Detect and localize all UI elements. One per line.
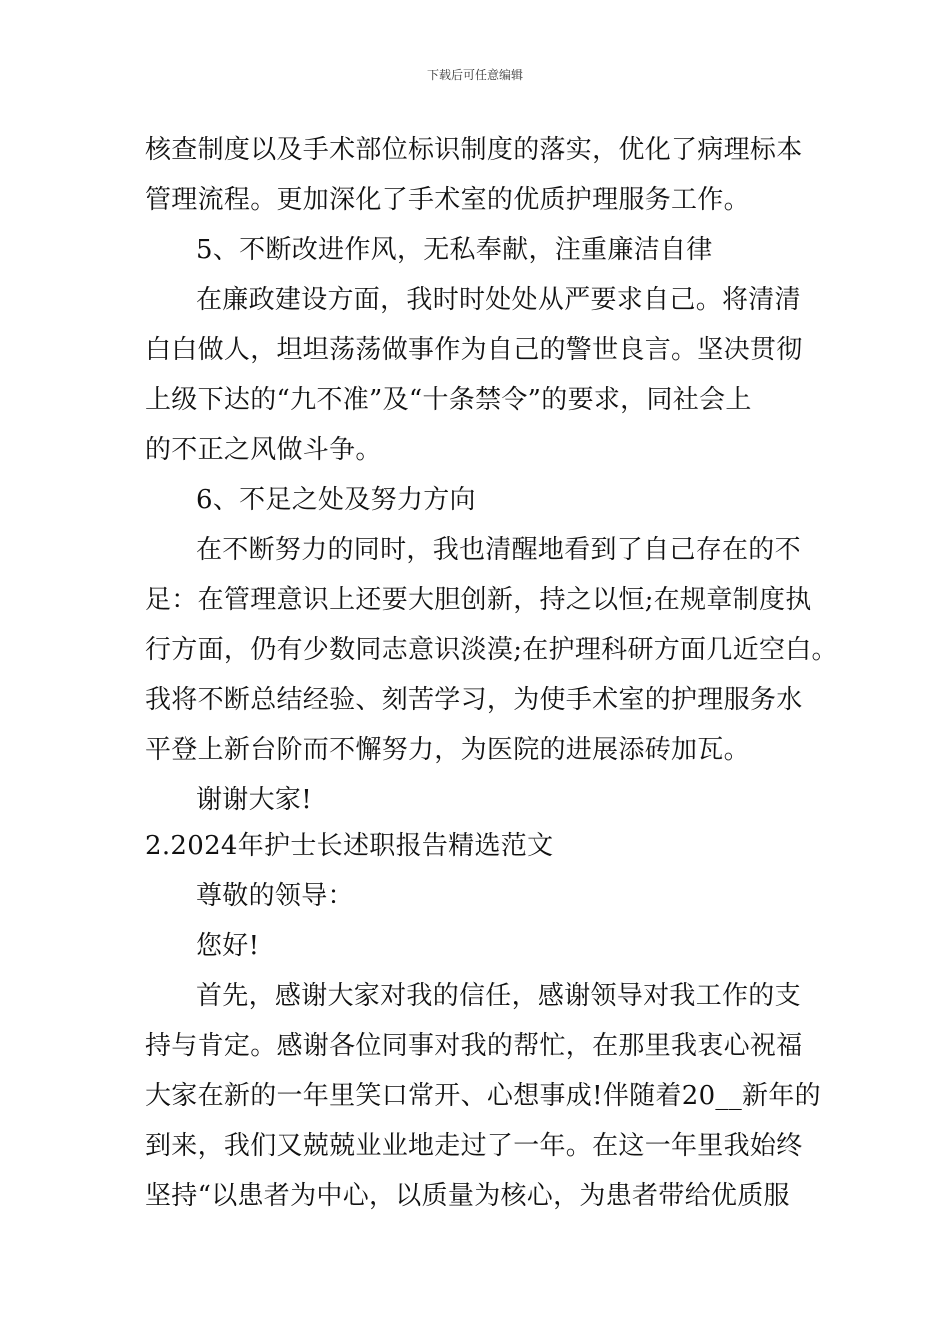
paragraph-line: 管理流程。更加深化了手术室的优质护理服务工作。 — [145, 185, 750, 215]
paragraph-line: 白白做人，坦坦荡荡做事作为自己的警世良言。坚决贯彻 — [145, 335, 803, 365]
paragraph-line: 平登上新台阶而不懈努力，为医院的进展添砖加瓦。 — [145, 735, 750, 765]
paragraph-line: 在廉政建设方面，我时时处处从严要求自己。将清清 — [196, 285, 801, 315]
paragraph-line: 足：在管理意识上还要大胆创新，持之以恒;在规章制度执 — [145, 585, 812, 615]
salutation: 尊敬的领导： — [196, 881, 354, 911]
paragraph-line: 行方面，仍有少数同志意识淡漠;在护理科研方面几近空白。 — [145, 635, 838, 665]
closing-line: 谢谢大家! — [196, 785, 312, 815]
paragraph-line: 到来，我们又兢兢业业地走过了一年。在这一年里我始终 — [145, 1131, 803, 1161]
article-title: 2.2024年护士长述职报告精选范文 — [145, 831, 554, 861]
greeting: 您好! — [196, 931, 260, 961]
paragraph-line: 坚持“以患者为中心，以质量为核心，为患者带给优质服 — [145, 1181, 790, 1211]
paragraph-line: 在不断努力的同时，我也清醒地看到了自己存在的不 — [196, 535, 801, 565]
paragraph-line: 我将不断总结经验、刻苦学习，为使手术室的护理服务水 — [145, 685, 803, 715]
paragraph-line: 大家在新的一年里笑口常开、心想事成!伴随着20__新年的 — [145, 1081, 821, 1111]
section-heading: 6、不足之处及努力方向 — [196, 485, 476, 515]
paragraph-line: 上级下达的“九不准”及“十条禁令”的要求，同社会上 — [145, 385, 752, 415]
paragraph-line: 核查制度以及手术部位标识制度的落实，优化了病理标本 — [145, 135, 803, 165]
page-header: 下载后可任意编辑 — [426, 68, 523, 82]
paragraph-line: 首先，感谢大家对我的信任，感谢领导对我工作的支 — [196, 981, 801, 1011]
paragraph-line: 的不正之风做斗争。 — [145, 435, 382, 465]
paragraph-line: 持与肯定。感谢各位同事对我的帮忙，在那里我衷心祝福 — [145, 1031, 803, 1061]
section-heading: 5、不断改进作风，无私奉献，注重廉洁自律 — [196, 235, 713, 265]
